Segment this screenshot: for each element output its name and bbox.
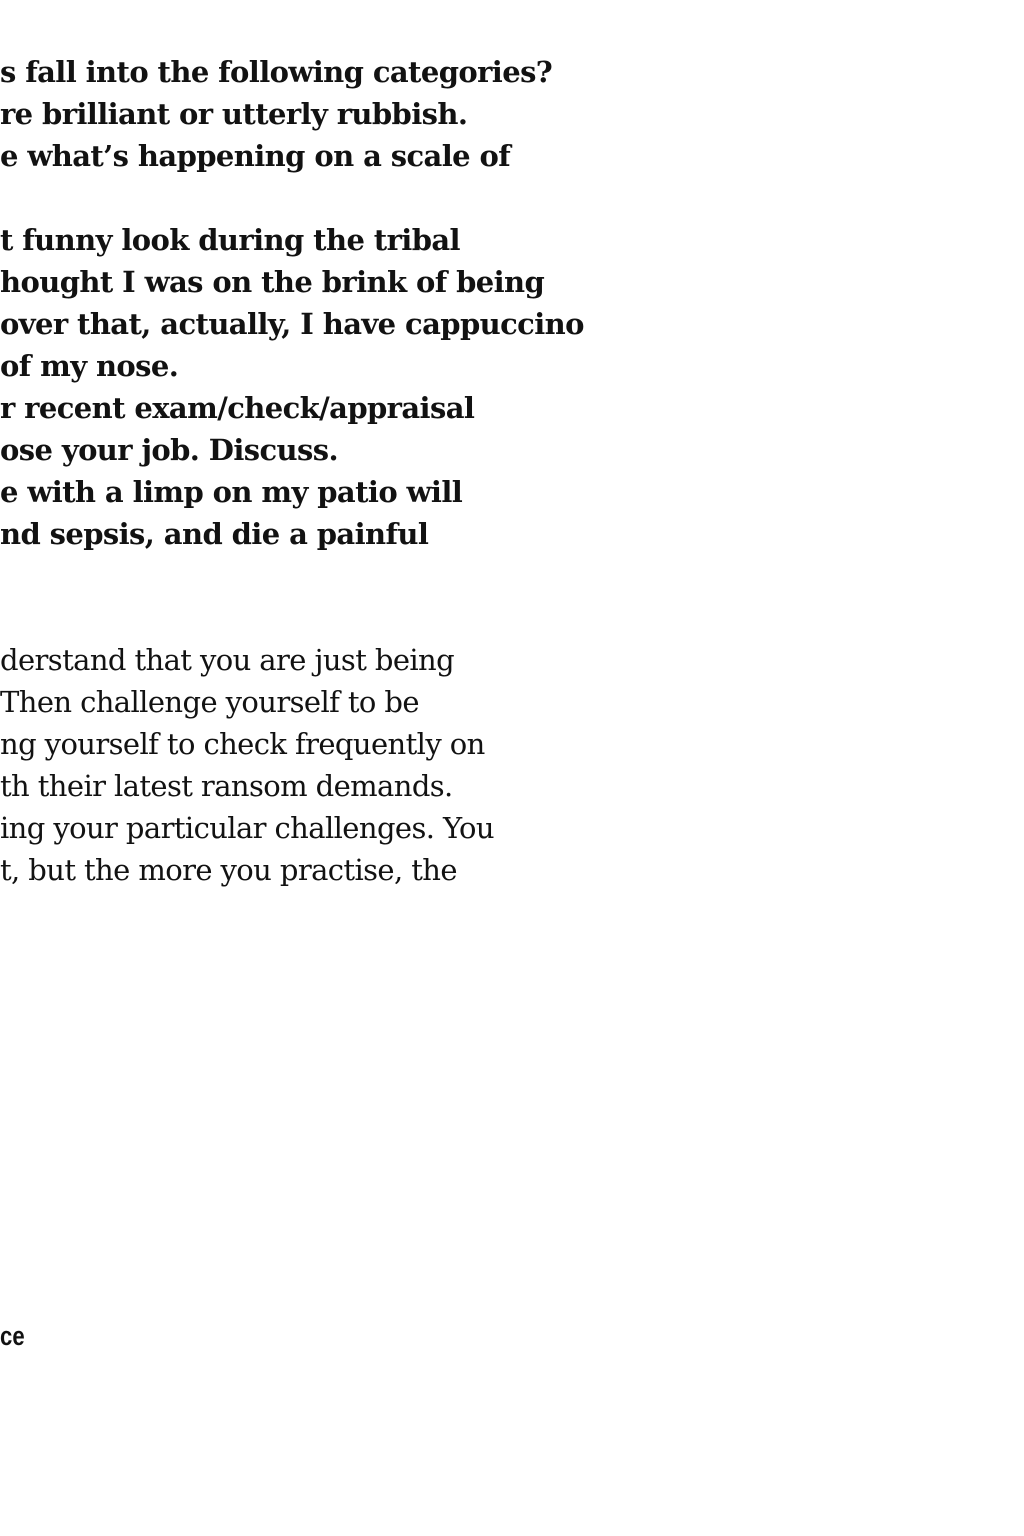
body-text-line: th their latest ransom demands. (0, 769, 453, 803)
body-text-line: Then challenge yourself to be (0, 685, 419, 719)
bold-text-line: e with a limp on my patio will (0, 475, 463, 509)
bold-text-line: re brilliant or utterly rubbish. (0, 97, 468, 131)
bold-text-line: hought I was on the brink of being (0, 265, 545, 299)
bold-text-line: t funny look during the tribal (0, 223, 460, 257)
bold-text-line: nd sepsis, and die a painful (0, 517, 429, 551)
bold-text-line: of my nose. (0, 349, 179, 383)
body-text-line: ng yourself to check frequently on (0, 727, 485, 761)
bold-text-line: over that, actually, I have cappuccino (0, 307, 584, 341)
body-text-line: derstand that you are just being (0, 643, 455, 677)
footer-label: ce (0, 1321, 25, 1351)
body-text-line: ing your particular challenges. You (0, 811, 494, 845)
bold-text-line: s fall into the following categories? (0, 55, 553, 89)
bold-text-line: e what’s happening on a scale of (0, 139, 511, 173)
body-text-line: t, but the more you practise, the (0, 853, 457, 887)
bold-text-line: ose your job. Discuss. (0, 433, 338, 467)
bold-text-line: r recent exam/check/appraisal (0, 391, 475, 425)
